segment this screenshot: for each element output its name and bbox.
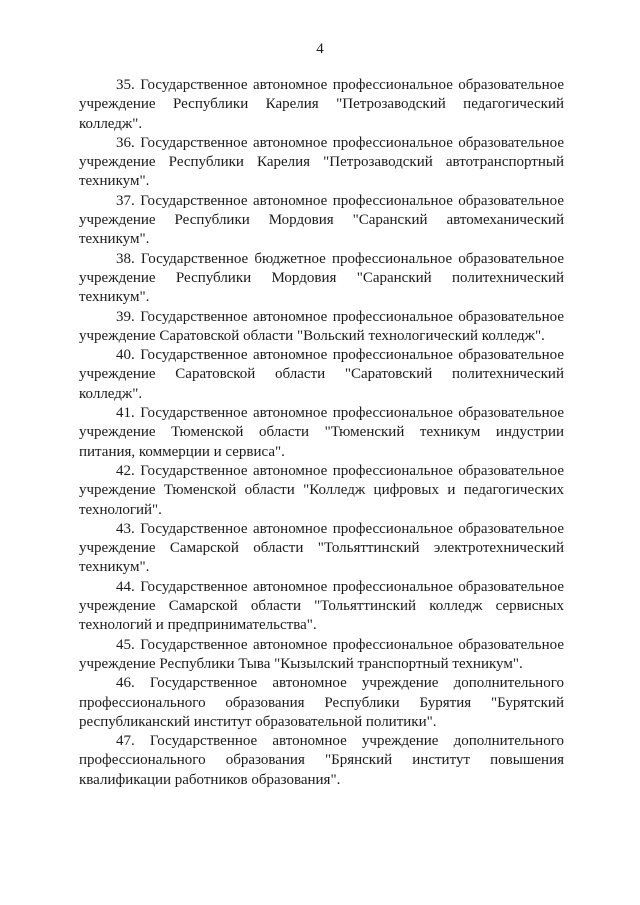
list-item: 38. Государственное бюджетное профессиональное образовательное учреждение Республики Мордовия "Саранский политехнический техникум".	[79, 250, 564, 306]
list-item: 36. Государственное автономное профессиональное образовательное учреждение Республики Карелия "Петрозаводский автотранспортный техникум".	[79, 134, 564, 190]
list-item: 37. Государственное автономное профессиональное образовательное учреждение Республики Мордовия "Саранский автомеханический техникум".	[79, 192, 564, 248]
list-item: 43. Государственное автономное профессиональное образовательное учреждение Самарской области "Тольяттинский электротехнический техникум".	[79, 520, 564, 576]
list-item: 45. Государственное автономное профессиональное образовательное учреждение Республики Тыва "Кызылский транспортный техникум".	[79, 636, 564, 672]
list-item: 39. Государственное автономное профессиональное образовательное учреждение Саратовской области "Вольский технологический колледж".	[79, 308, 564, 344]
list-item: 46. Государственное автономное учреждение дополнительного профессионального образования Республики Бурятия "Бурятский республиканский институт образовательной политики".	[79, 675, 564, 730]
list-item: 35. Государственное автономное профессиональное образовательное учреждение Республики Карелия "Петрозаводский педагогический колледж".	[79, 77, 564, 132]
list-item: 42. Государственное автономное профессиональное образовательное учреждение Тюменской области "Колледж цифровых и педагогических технологий".	[79, 462, 564, 518]
list-item: 40. Государственное автономное профессиональное образовательное учреждение Саратовской области "Саратовский политехнический колледж".	[79, 347, 564, 402]
page-number: 4	[316, 41, 324, 57]
list-item: 44. Государственное автономное профессиональное образовательное учреждение Самарской области "Тольяттинский колледж сервисных технологий и предпринимательства".	[79, 578, 564, 634]
list-item: 47. Государственное автономное учреждение дополнительного профессионального образования "Брянский институт повышения квалификации работников образования".	[79, 733, 564, 788]
document-body	[79, 76, 564, 790]
list-item: 41. Государственное автономное профессиональное образовательное учреждение Тюменской области "Тюменский техникум индустрии питания, коммерции и сервиса".	[79, 405, 564, 460]
